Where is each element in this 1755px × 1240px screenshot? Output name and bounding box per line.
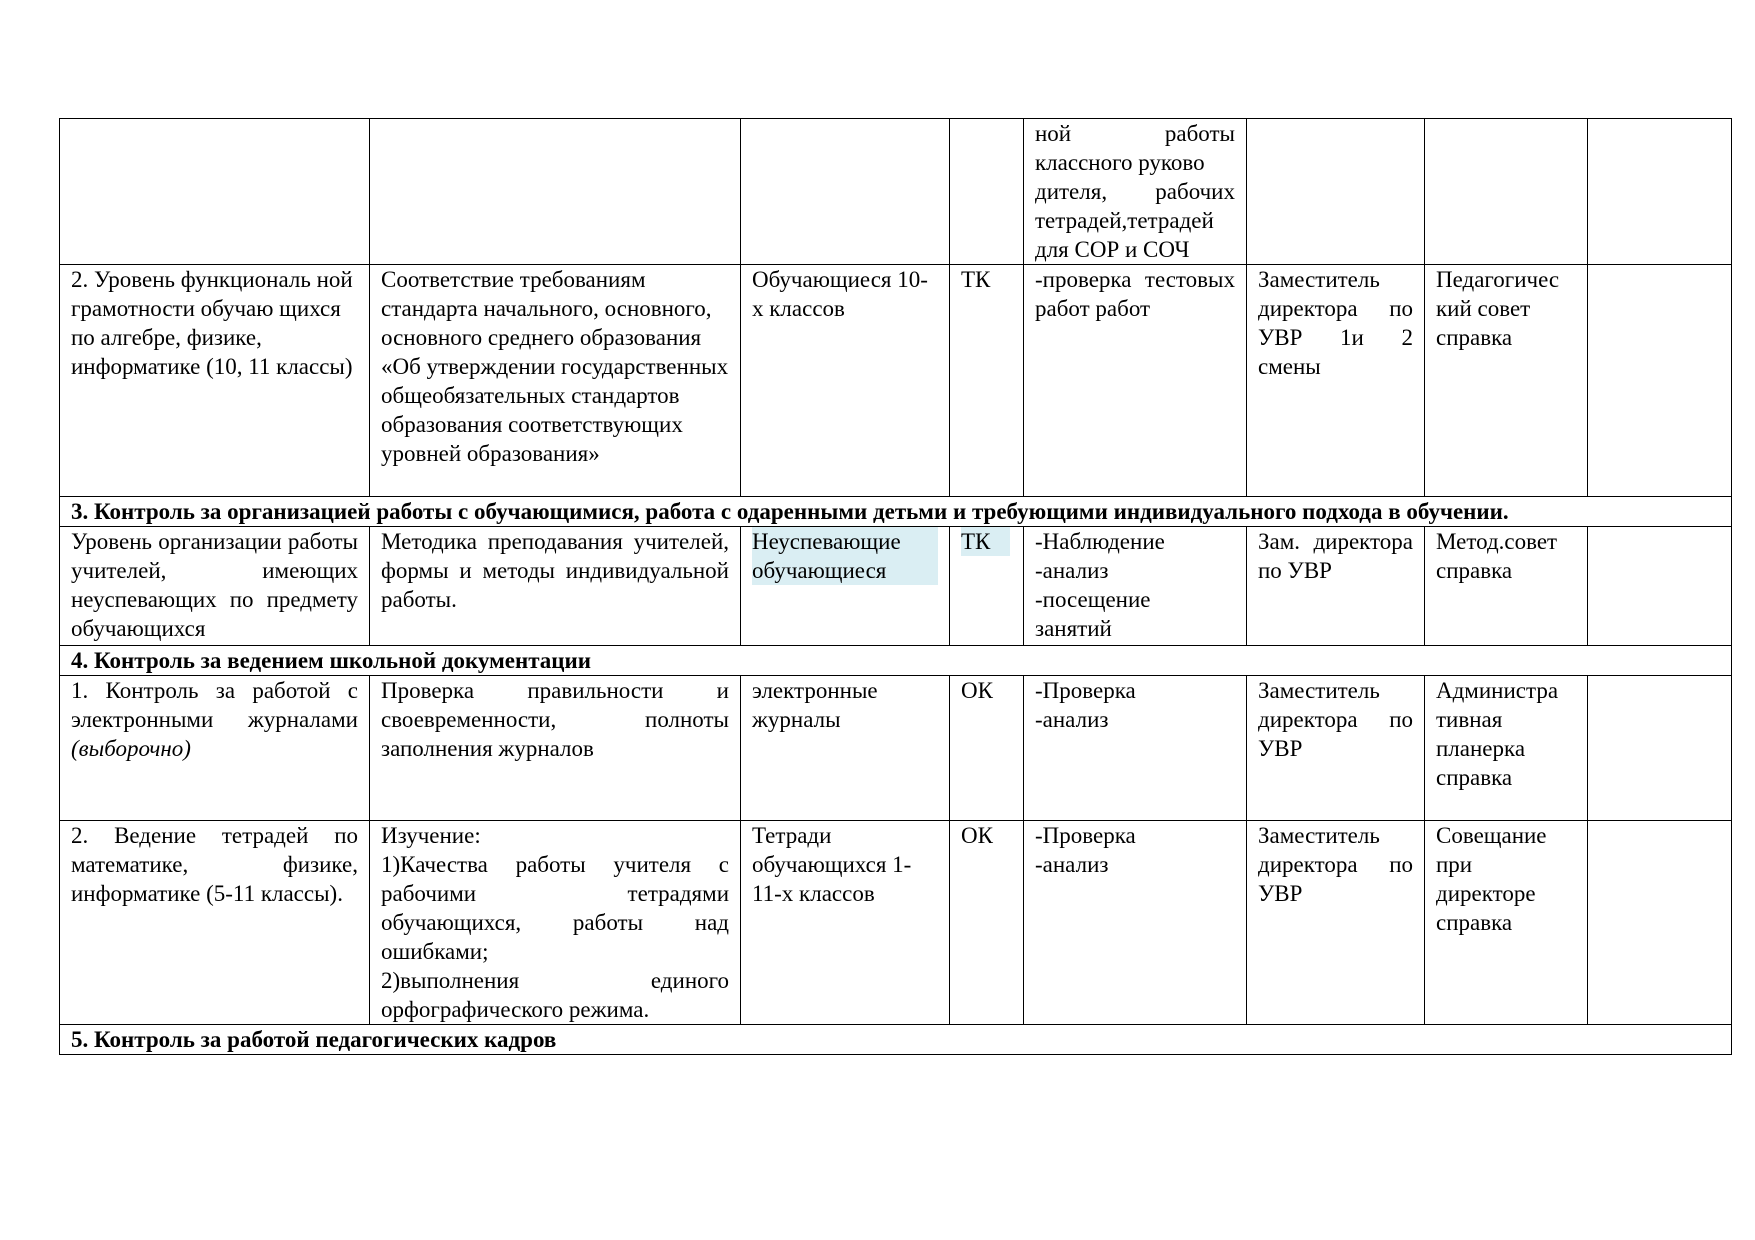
cell-responsible: Заместитель директора по УВР	[1247, 821, 1425, 1025]
cell-topic: 2. Уровень функциональ ной грамотности обучаю щихся по алгебре, физике, информатике (10, 11 классы)	[60, 265, 370, 497]
cell-object: Тетради обучающихся 1-11-х классов	[741, 821, 950, 1025]
table-row-electronic-journals	[60, 676, 1732, 821]
cell-type	[950, 119, 1024, 265]
goal-line: 1)Качества работы учителя с рабочими тетрадями обучающихся, работы над ошибками;	[381, 852, 729, 964]
cell-method	[1024, 119, 1247, 265]
highlighted-type: ТК	[961, 527, 1010, 556]
cell-note	[1588, 676, 1732, 821]
cell-result: Совещание при директоре справка	[1425, 821, 1588, 1025]
cell-type: ОК	[950, 676, 1024, 821]
cell-method: -проверка тестовых работ работ	[1024, 265, 1247, 497]
method-line: ной работы	[1035, 121, 1235, 146]
topic-note: (выборочно)	[71, 736, 191, 761]
cell-note	[1588, 119, 1732, 265]
method-line: -Проверка	[1035, 678, 1136, 703]
cell-responsible: Заместитель директора по УВР	[1247, 676, 1425, 821]
cell-type: ОК	[950, 821, 1024, 1025]
cell-result	[1425, 119, 1588, 265]
cell-topic	[60, 676, 370, 821]
table-row-continuation	[60, 119, 1732, 265]
cell-method	[1024, 676, 1247, 821]
method-line: -анализ	[1035, 707, 1109, 732]
cell-object	[741, 527, 950, 646]
section-header-row	[60, 1025, 1732, 1055]
topic-main: 1. Контроль за работой с электронными журналами	[71, 678, 358, 732]
cell-result: Педагогичес кий совет справка	[1425, 265, 1588, 497]
cell-goal: Методика преподавания учителей, формы и методы индивидуальной работы.	[370, 527, 741, 646]
table-row-underachievers	[60, 527, 1732, 646]
method-line: -посещение	[1035, 587, 1151, 612]
section-title: 5. Контроль за работой педагогических кадров	[60, 1025, 1732, 1055]
table-row-functional-literacy	[60, 265, 1732, 497]
cell-responsible	[1247, 119, 1425, 265]
section-title: 4. Контроль за ведением школьной документации	[60, 646, 1732, 676]
method-line: -Проверка	[1035, 823, 1136, 848]
control-plan-table	[59, 118, 1732, 1055]
highlighted-object: Неуспевающие обучающиеся	[752, 527, 938, 585]
table-row-notebooks	[60, 821, 1732, 1025]
method-line: тетрадей,тетрадей	[1035, 208, 1214, 233]
cell-goal	[370, 821, 741, 1025]
cell-note	[1588, 527, 1732, 646]
method-line: занятий	[1035, 616, 1112, 641]
cell-goal	[370, 119, 741, 265]
goal-line: Изучение:	[381, 823, 481, 848]
cell-object	[741, 119, 950, 265]
cell-object: Обучающиеся 10-х классов	[741, 265, 950, 497]
cell-topic: Уровень организации работы учителей, имеющих неуспевающих по предмету обучающихся	[60, 527, 370, 646]
method-line: -анализ	[1035, 558, 1109, 583]
method-line: дителя, рабочих	[1035, 179, 1235, 204]
section-header-row	[60, 497, 1732, 527]
method-line: для СОР и СОЧ	[1035, 237, 1190, 262]
section-title: 3. Контроль за организацией работы с обучающимися, работа с одаренными детьми и требующими индивидуального подхода в обучении.	[60, 497, 1732, 527]
cell-goal: Соответствие требованиям стандарта начального, основного, основного среднего образования «Об утверждении государственных общеобязательных стандартов образования соответствующих уровней образования»	[370, 265, 741, 497]
section-header-row	[60, 646, 1732, 676]
goal-line: 2)выполнения единого орфографического режима.	[381, 968, 729, 1022]
cell-result: Метод.совет справка	[1425, 527, 1588, 646]
cell-method	[1024, 821, 1247, 1025]
method-line: классного руково	[1035, 150, 1205, 175]
cell-result: Администра тивная планерка справка	[1425, 676, 1588, 821]
cell-topic	[60, 119, 370, 265]
cell-responsible: Зам. директора по УВР	[1247, 527, 1425, 646]
method-line: -Наблюдение	[1035, 529, 1165, 554]
cell-note	[1588, 821, 1732, 1025]
cell-goal: Проверка правильности и своевременности, полноты заполнения журналов	[370, 676, 741, 821]
cell-note	[1588, 265, 1732, 497]
method-line: -анализ	[1035, 852, 1109, 877]
cell-type	[950, 527, 1024, 646]
cell-responsible: Заместитель директора по УВР 1и 2 смены	[1247, 265, 1425, 497]
cell-type: ТК	[950, 265, 1024, 497]
cell-method	[1024, 527, 1247, 646]
cell-topic: 2. Ведение тетрадей по математике, физике, информатике (5-11 классы).	[60, 821, 370, 1025]
cell-object: электронные журналы	[741, 676, 950, 821]
